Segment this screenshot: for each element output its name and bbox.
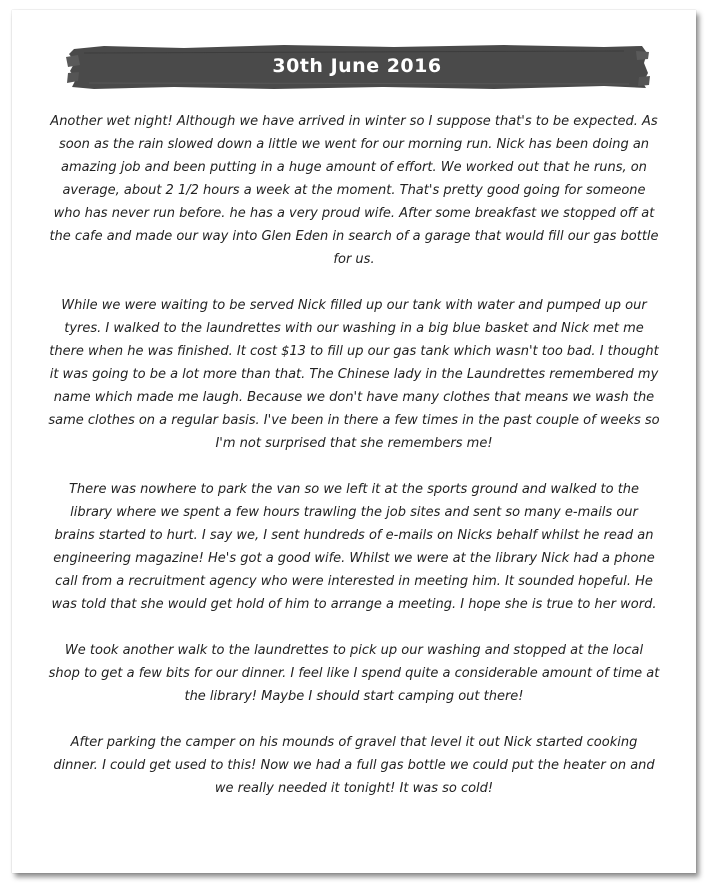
paragraph: We took another walk to the laundrettes to pick up our washing and stopped at the local shop to get a few bits for our dinner. I feel like I spend quite a considerable amount of time at the library! Maybe I should start camping out there! — [48, 643, 660, 704]
journal-body — [48, 110, 660, 823]
paragraph: While we were waiting to be served Nick filled up our tank with water and pumped up our tyres. I walked to the laundrettes with our washing in a big blue basket and Nick met me there when he was finished. It cost $13 to fill up our gas tank which wasn't too bad. I thought it was going to be a lot more than that. The Chinese lady in the Laundrettes remembered my name which made me laugh. Because we don't have many clothes that means we wash the same clothes on a regular basis. I've been in there a few times in the past couple of weeks so I'm not surprised that she remembers me! — [48, 298, 660, 451]
date-banner — [64, 43, 650, 91]
paragraph: There was nowhere to park the van so we left it at the sports ground and walked to the library where we spent a few hours trawling the job sites and sent so many e-mails our brains started to hurt. I say we, I sent hundreds of e-mails on Nicks behalf whilst he read an engineering magazine! He's got a good wife. Whilst we were at the library Nick had a phone call from a recruitment agency who were interested in meeting him. It sounded hopeful. He was told that she would get hold of him to arrange a meeting. I hope she is true to her word. — [51, 482, 657, 612]
paragraph: After parking the camper on his mounds of gravel that level it out Nick started cooking dinner. I could get used to this! Now we had a full gas bottle we could put the heater on and we really needed it tonight! It was so cold! — [53, 735, 655, 796]
paragraph: Another wet night! Although we have arrived in winter so I suppose that's to be expected. As soon as the rain slowed down a little we went for our morning run. Nick has been doing an amazing job and been putting in a huge amount of effort. We worked out that he runs, on average, about 2 1/2 hours a week at the moment. That's pretty good going for someone who has never run before. he has a very proud wife. After some breakfast we stopped off at the cafe and made our way into Glen Eden in search of a garage that would fill our gas bottle for us. — [49, 114, 659, 267]
page-title: 30th June 2016 — [272, 55, 442, 77]
journal-page — [12, 10, 696, 873]
